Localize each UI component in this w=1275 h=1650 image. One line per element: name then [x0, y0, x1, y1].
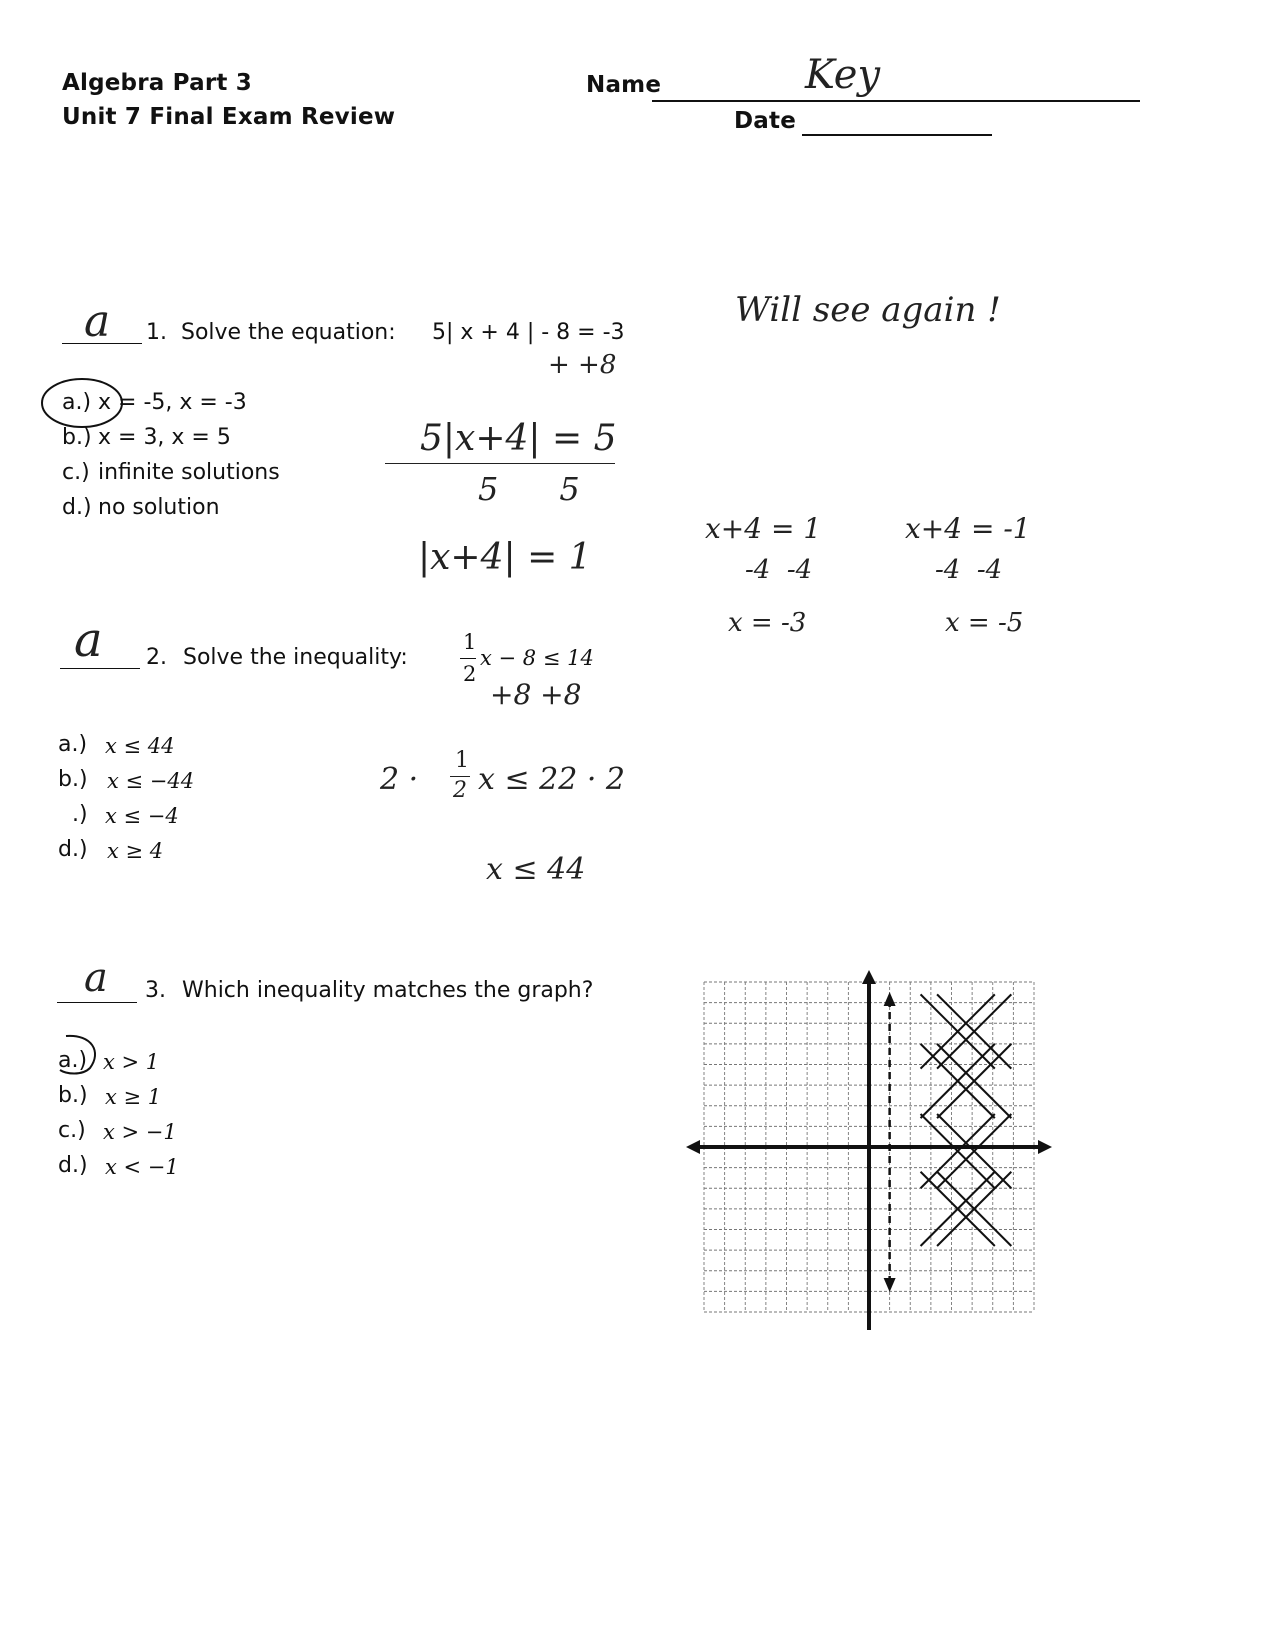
q1-work-fraction-bar	[385, 463, 615, 464]
q3-option-c-letter[interactable]: c.)	[58, 1118, 86, 1143]
q2-work-step2-right: x ≤ 22 · 2	[478, 762, 625, 797]
q1-option-b-letter[interactable]: b.)	[62, 425, 92, 450]
q2-work-step1: +8 +8	[490, 678, 582, 711]
q3-number: 3.	[145, 978, 166, 1003]
q3-prompt: Which inequality matches the graph?	[182, 978, 594, 1003]
q2-option-d-letter[interactable]: d.)	[58, 837, 88, 862]
q2-prompt: Solve the inequality:	[183, 645, 408, 670]
q3-option-b[interactable]: x ≥ 1	[105, 1085, 162, 1109]
q2-answer: a	[74, 612, 103, 668]
q1-option-a-letter[interactable]: a.)	[62, 390, 92, 415]
q1-equation: 5| x + 4 | - 8 = -3	[432, 320, 625, 345]
q2-option-c-letter[interactable]: .)	[72, 802, 88, 827]
margin-note: Will see again !	[735, 290, 1001, 330]
q2-number: 2.	[146, 645, 167, 670]
x-axis-arrow-right	[1038, 1140, 1052, 1154]
q1-option-d[interactable]: no solution	[98, 495, 220, 520]
q1-option-a[interactable]: x = -5, x = -3	[98, 390, 247, 415]
q3-option-b-letter[interactable]: b.)	[58, 1083, 88, 1108]
q2-option-b[interactable]: x ≤ −44	[107, 769, 195, 793]
q1-number: 1.	[146, 320, 167, 345]
q1-option-c[interactable]: infinite solutions	[98, 460, 280, 485]
q3-circle-mark	[52, 1030, 112, 1080]
q1-circle-mark	[38, 375, 128, 435]
q1-work-case-b1: x+4 = -1	[905, 512, 1031, 545]
date-line[interactable]	[802, 134, 992, 136]
q1-work-case-b3: x = -5	[945, 608, 1024, 638]
q1-prompt: Solve the equation:	[181, 320, 396, 345]
date-label: Date	[734, 108, 797, 134]
q1-work-case-a1: x+4 = 1	[705, 512, 822, 545]
q3-option-a[interactable]: x > 1	[103, 1050, 160, 1074]
q2-work-fraction-bar	[450, 776, 470, 777]
q1-option-c-letter[interactable]: c.)	[62, 460, 90, 485]
q2-work-step2-left: 2 ·	[380, 762, 419, 797]
q1-work-step2-den: 5 5	[478, 470, 580, 508]
q3-option-d[interactable]: x < −1	[105, 1155, 179, 1179]
q2-option-d[interactable]: x ≥ 4	[107, 839, 164, 863]
q1-work-step2: 5|x+4| = 5	[420, 418, 617, 459]
q1-work-case-a3: x = -3	[728, 608, 807, 638]
q2-ineq-fraction-bar	[460, 658, 476, 659]
course-title: Algebra Part 3	[62, 70, 252, 96]
q1-option-d-letter[interactable]: d.)	[62, 495, 92, 520]
unit-title: Unit 7 Final Exam Review	[62, 104, 396, 130]
boundary-arrow-top	[884, 992, 896, 1006]
q1-work-case-a2: -4 -4	[745, 555, 813, 585]
inequality-graph	[692, 970, 1062, 1320]
q1-work-case-b2: -4 -4	[935, 555, 1003, 585]
q2-option-a[interactable]: x ≤ 44	[105, 734, 175, 758]
q2-work-step2-den: 2	[453, 778, 467, 803]
q1-option-b[interactable]: x = 3, x = 5	[98, 425, 231, 450]
y-axis-arrow-top	[862, 970, 876, 984]
q1-work-step1: + +8	[548, 350, 617, 380]
name-line[interactable]	[652, 100, 1140, 102]
q2-work-step3: x ≤ 44	[486, 852, 586, 887]
x-axis-arrow-left	[686, 1140, 700, 1154]
q1-work-step3: |x+4| = 1	[418, 537, 592, 578]
name-label: Name	[586, 72, 662, 98]
q2-ineq-denominator: 2	[463, 662, 477, 686]
name-value: Key	[805, 52, 881, 98]
q2-work-step2-num: 1	[455, 748, 469, 773]
q3-answer: a	[84, 955, 108, 1001]
q3-option-a-letter[interactable]: a.)	[58, 1048, 88, 1073]
q2-ineq-numerator: 1	[463, 630, 477, 654]
q2-option-b-letter[interactable]: b.)	[58, 767, 88, 792]
q2-option-c[interactable]: x ≤ −4	[105, 804, 179, 828]
q3-option-c[interactable]: x > −1	[103, 1120, 177, 1144]
q1-answer: a	[84, 296, 111, 347]
q3-answer-blank[interactable]	[57, 1002, 137, 1003]
q3-option-d-letter[interactable]: d.)	[58, 1153, 88, 1178]
q2-ineq-rest: x − 8 ≤ 14	[480, 646, 594, 670]
boundary-arrow-bottom	[884, 1278, 896, 1292]
q2-answer-blank[interactable]	[60, 668, 140, 669]
q2-option-a-letter[interactable]: a.)	[58, 732, 88, 757]
